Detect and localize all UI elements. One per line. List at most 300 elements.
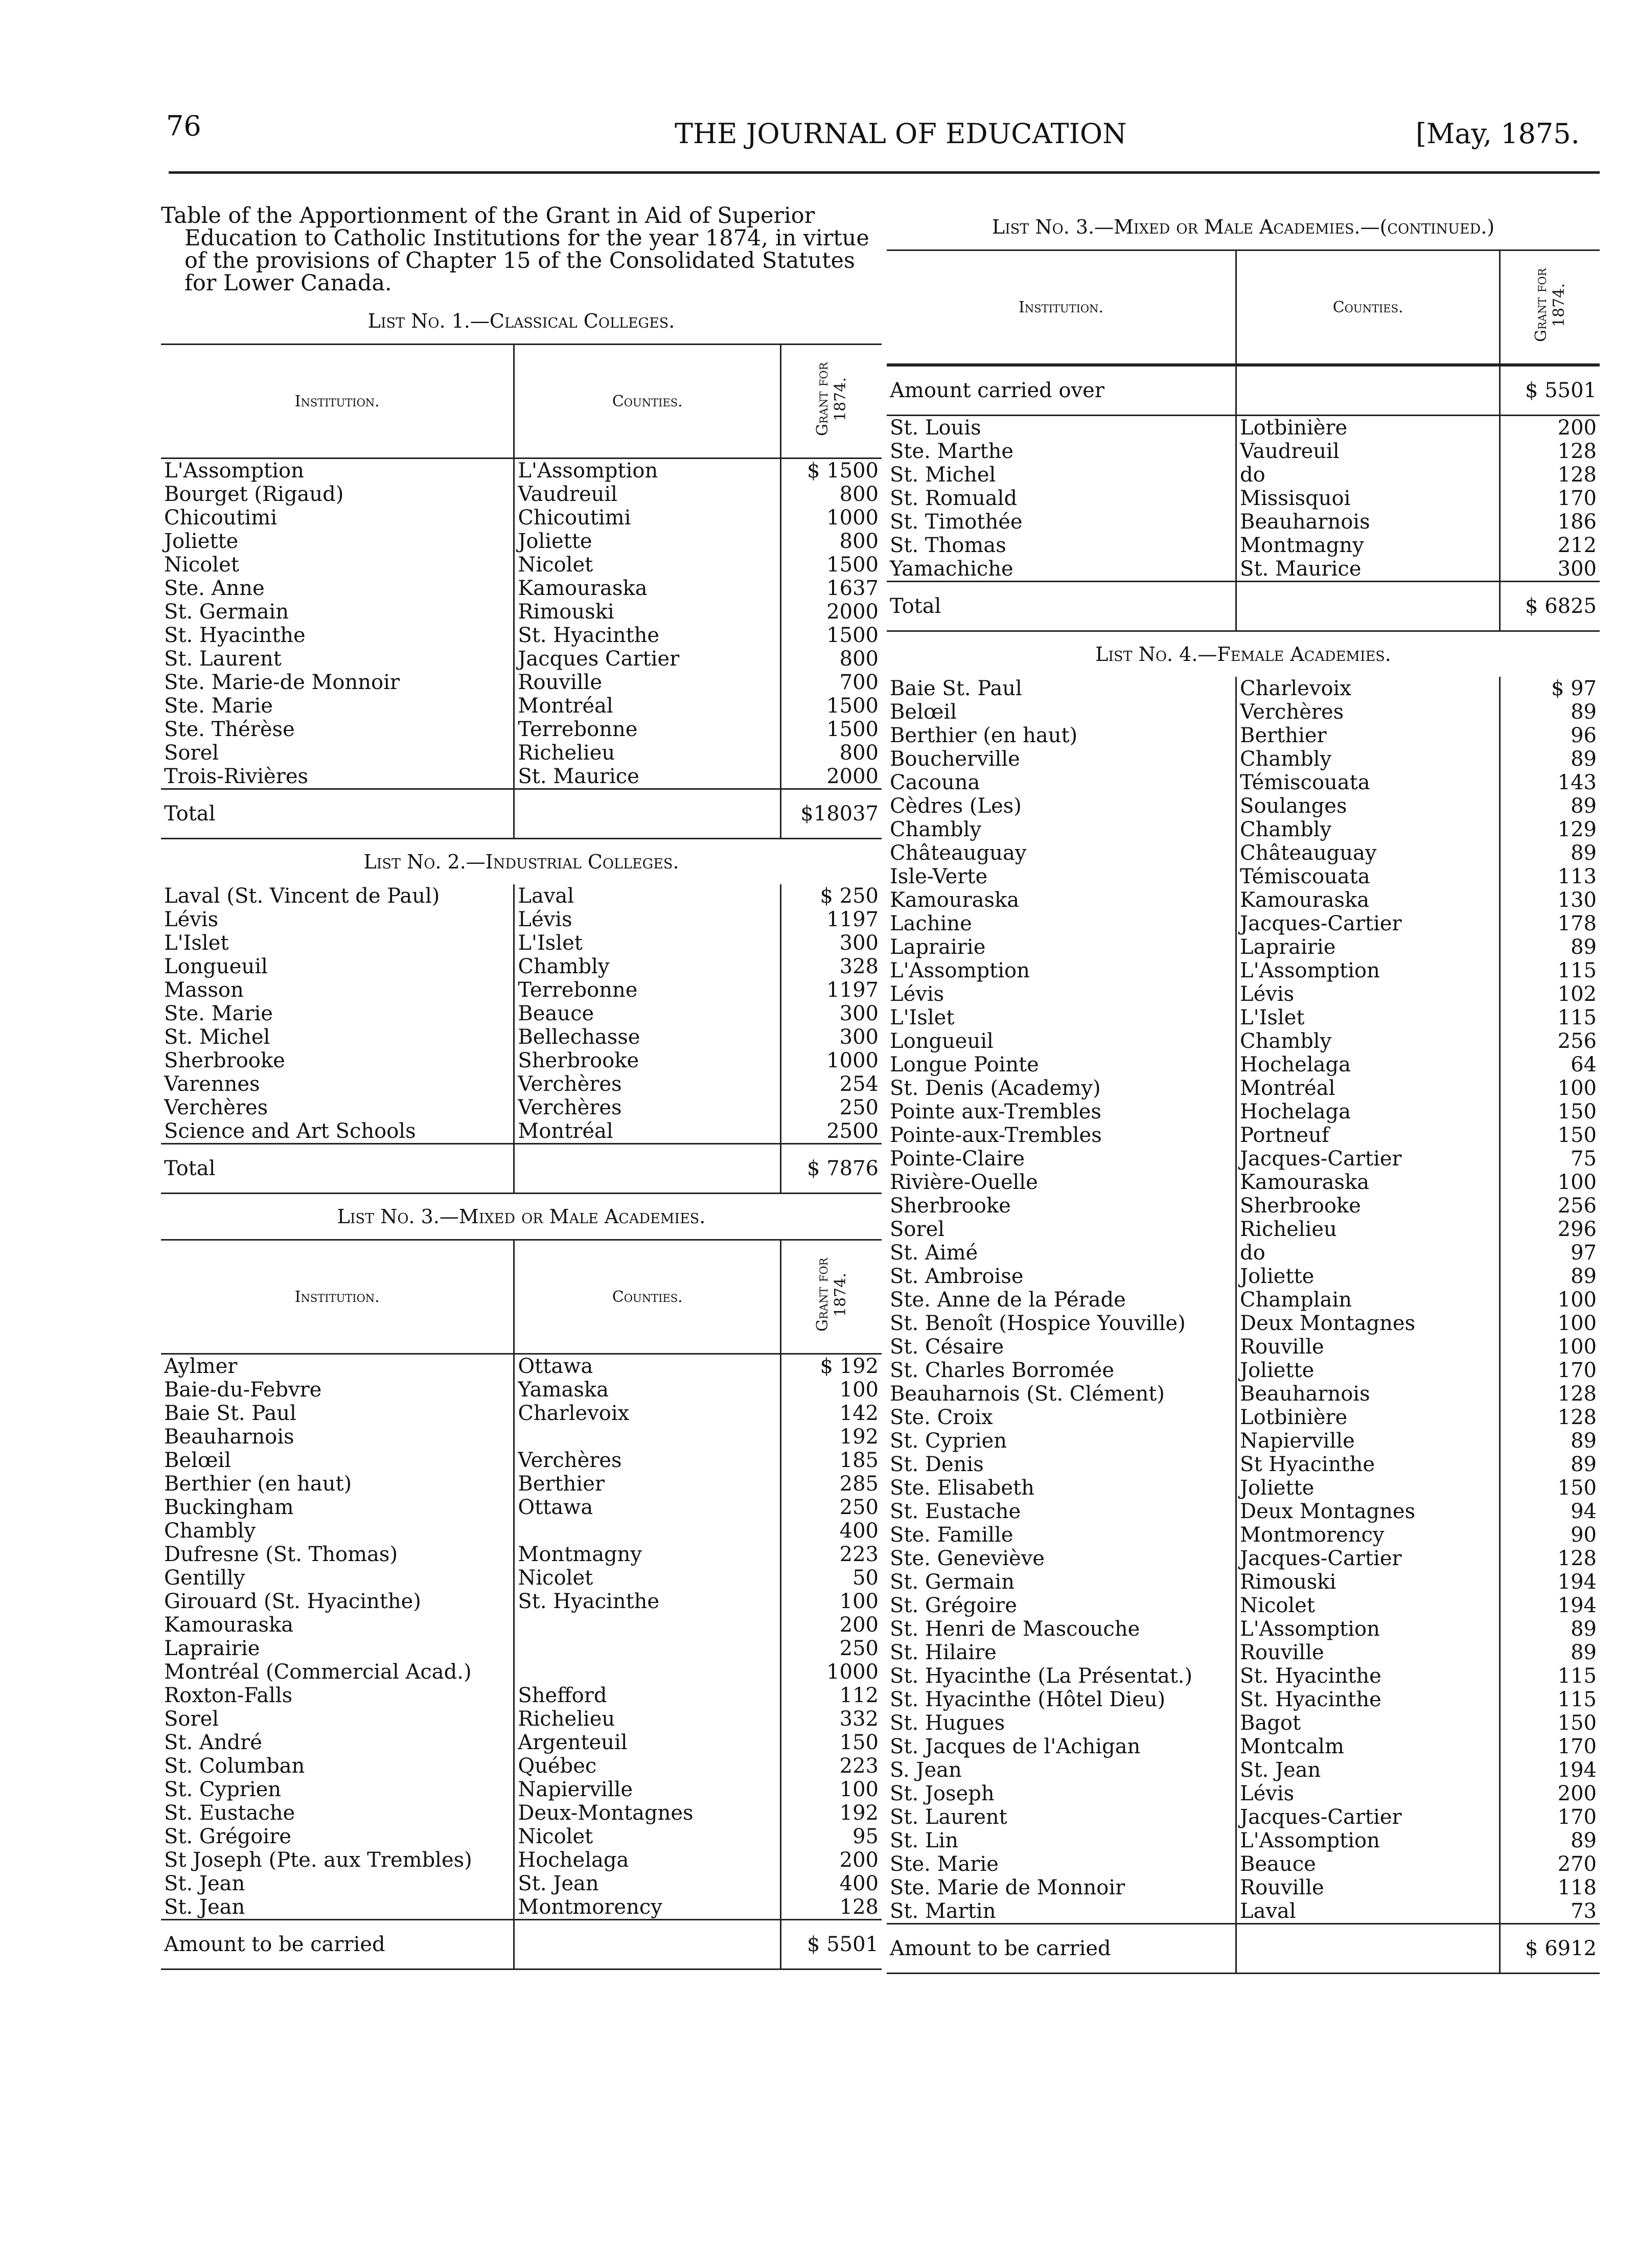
table-row (887, 841, 1600, 865)
cell: 1000 (781, 1049, 882, 1072)
cell: St. Cyprien (164, 1778, 282, 1801)
cell: 1000 (781, 1660, 882, 1684)
cell: 100 (1500, 1335, 1600, 1359)
table-row (161, 1543, 882, 1566)
cell: St. Germain (890, 1570, 1015, 1594)
cell: 1000 (781, 506, 882, 530)
cell: St. Hyacinthe (La Présentat.) (890, 1664, 1193, 1688)
cell: 1500 (781, 624, 882, 647)
table-row (887, 1829, 1600, 1852)
cell: L'Assomption (1236, 1829, 1500, 1852)
cell: 170 (1500, 487, 1600, 510)
cell: Ottawa (514, 1355, 781, 1378)
cell: St. Hilaire (890, 1641, 997, 1664)
cell: Chicoutimi (514, 506, 781, 530)
table-row (887, 1523, 1600, 1547)
cell: St Joseph (Pte. aux Trembles) (164, 1848, 472, 1872)
cell: Baie St. Paul (164, 1402, 296, 1425)
table-row (887, 1594, 1600, 1617)
cell: St. Laurent (164, 647, 282, 671)
table-row (161, 1707, 882, 1731)
cell (514, 1660, 781, 1684)
cell: Lévis (890, 982, 944, 1006)
cell: 1500 (781, 553, 882, 577)
table-row (887, 1453, 1600, 1476)
cell: Témiscouata (1236, 865, 1500, 888)
cell: Chambly (890, 818, 982, 841)
cell: St. Hyacinthe (1236, 1688, 1500, 1711)
cell: $ 5501 (1500, 366, 1600, 416)
cell: 300 (781, 931, 882, 955)
cell: Jacques-Cartier (1236, 912, 1500, 935)
cell: 100 (1500, 1171, 1600, 1194)
table-row (161, 718, 882, 741)
list2-body (161, 884, 882, 1194)
cell: Nicolet (1236, 1594, 1500, 1617)
cell: Masson (164, 978, 244, 1002)
cell: Ste. Thérèse (164, 718, 295, 741)
cell: St. Jacques de l'Achigan (890, 1735, 1141, 1758)
cell: Varennes (164, 1072, 260, 1096)
cell: 128 (1500, 1406, 1600, 1429)
cell: 95 (781, 1825, 882, 1848)
cell: $ 192 (781, 1355, 882, 1378)
cell: Châteauguay (890, 841, 1027, 865)
cell: Champlain (1236, 1288, 1500, 1312)
table-row (161, 741, 882, 765)
table-row (161, 1801, 882, 1825)
cell: 200 (1500, 416, 1600, 440)
cell: St. Michel (890, 463, 996, 487)
cell: St. Hyacinthe (1236, 1664, 1500, 1688)
cell: L'Islet (1236, 1006, 1500, 1029)
cell: 2000 (781, 765, 882, 789)
cell: Hochelaga (1236, 1053, 1500, 1076)
table-row (887, 982, 1600, 1006)
cell: Sherbrooke (1236, 1194, 1500, 1218)
cell: Joliette (164, 530, 239, 553)
list3-title: List No. 3.—Mixed or Male Academies. (337, 1205, 706, 1228)
cell: Ottawa (514, 1496, 781, 1519)
cell: St. Hyacinthe (Hôtel Dieu) (890, 1688, 1166, 1711)
cell: 75 (1500, 1147, 1600, 1171)
table-row (161, 955, 882, 978)
cell: 150 (1500, 1124, 1600, 1147)
cell: 89 (1500, 1641, 1600, 1664)
cell: Nicolet (514, 553, 781, 577)
cell: 128 (1500, 1382, 1600, 1406)
cell: $ 1500 (781, 459, 882, 483)
list1-table (161, 343, 882, 459)
table-row (887, 1218, 1600, 1241)
cell: 118 (1500, 1876, 1600, 1899)
table-row (161, 1895, 882, 1920)
table-row (161, 1025, 882, 1049)
cell: L'Assomption (890, 959, 1030, 982)
cell: St. Cyprien (890, 1429, 1007, 1453)
list4-body (887, 677, 1600, 1974)
cell: Jacques-Cartier (1236, 1805, 1500, 1829)
table-row (887, 1782, 1600, 1805)
issue-date: [May, 1875. (1416, 118, 1580, 150)
col-institution: Institution. (161, 345, 514, 459)
cell: 192 (781, 1425, 882, 1449)
cell: St. Jean (1236, 1758, 1500, 1782)
cell: 194 (1500, 1758, 1600, 1782)
cell: Berthier (en haut) (890, 724, 1078, 747)
list2-title: List No. 2.—Industrial Colleges. (363, 851, 679, 873)
cell: Trois-Rivières (164, 765, 309, 788)
col-grant (781, 1240, 882, 1354)
cell: St. Hyacinthe (514, 624, 781, 647)
table-row (161, 1519, 882, 1543)
list3c (887, 216, 1600, 632)
table-row (161, 1566, 882, 1590)
cell: Nicolet (514, 1825, 781, 1848)
cell: Kamouraska (164, 1613, 294, 1637)
cell: 150 (1500, 1711, 1600, 1735)
table-row (887, 1805, 1600, 1829)
cell: 89 (1500, 794, 1600, 818)
cell: 115 (1500, 1688, 1600, 1711)
cell: 143 (1500, 771, 1600, 794)
cell (514, 789, 781, 839)
cell: 800 (781, 741, 882, 765)
cell: L'Assomption (1236, 959, 1500, 982)
table-row (161, 1002, 882, 1025)
cell: Portneuf (1236, 1124, 1500, 1147)
table-row (161, 506, 882, 530)
table-row (161, 459, 882, 483)
table-row (887, 724, 1600, 747)
cell: Buckingham (164, 1496, 294, 1519)
cell: 296 (1500, 1218, 1600, 1241)
cell: Lachine (890, 912, 972, 935)
table-row (887, 1547, 1600, 1570)
table-row (887, 1171, 1600, 1194)
cell: 89 (1500, 1265, 1600, 1288)
cell: $ 7876 (781, 1144, 882, 1194)
cell: Cèdres (Les) (890, 794, 1022, 818)
cell: 112 (781, 1684, 882, 1707)
cell: St. Romuald (890, 487, 1018, 510)
cell: Beauce (1236, 1852, 1500, 1876)
cell: 150 (1500, 1100, 1600, 1124)
cell: Montmagny (1236, 534, 1500, 557)
cell: 128 (1500, 1547, 1600, 1570)
cell: Verchères (514, 1096, 781, 1119)
cell: Napierville (514, 1778, 781, 1801)
table-row (887, 1924, 1600, 1974)
table-row (161, 1613, 882, 1637)
cell: 142 (781, 1402, 882, 1425)
cell: Ste. Geneviève (890, 1547, 1045, 1570)
cell: Rouville (1236, 1876, 1500, 1899)
cell: Science and Art Schools (164, 1119, 416, 1143)
cell: Baie St. Paul (890, 677, 1022, 700)
cell: Girouard (St. Hyacinthe) (164, 1590, 421, 1613)
cell: Ste. Marie (164, 694, 273, 718)
table-row (887, 1735, 1600, 1758)
cell: 300 (1500, 557, 1600, 582)
cell: Roxton-Falls (164, 1684, 293, 1707)
cell: Joliette (1236, 1265, 1500, 1288)
cell: Sherbrooke (164, 1049, 285, 1072)
table-row (161, 1920, 882, 1969)
table-row (887, 1758, 1600, 1782)
table-row (161, 1660, 882, 1684)
cell: 89 (1500, 1453, 1600, 1476)
cell: St. Jean (514, 1872, 781, 1895)
table-row (887, 1852, 1600, 1876)
cell: 200 (1500, 1782, 1600, 1805)
cell: Sorel (164, 1707, 219, 1731)
cell: Laval (1236, 1899, 1500, 1924)
cell: Laprairie (1236, 935, 1500, 959)
cell: Berthier (en haut) (164, 1472, 352, 1496)
cell: 129 (1500, 818, 1600, 841)
cell: 192 (781, 1801, 882, 1825)
cell: Pointe-Claire (890, 1147, 1025, 1171)
list3-table (161, 1239, 882, 1355)
cell: Sherbrooke (514, 1049, 781, 1072)
cell: St. Columban (164, 1754, 305, 1778)
table-row (887, 888, 1600, 912)
cell: 2000 (781, 600, 882, 624)
cell: Total (161, 789, 514, 839)
cell: Cacouna (890, 771, 980, 794)
table-row (161, 1637, 882, 1660)
table-row (161, 908, 882, 931)
cell: Lotbinière (1236, 1406, 1500, 1429)
col-counties: Counties. (514, 345, 781, 459)
table-row (887, 557, 1600, 582)
list3c-body (887, 365, 1600, 632)
table-row (887, 747, 1600, 771)
cell: $ 6912 (1500, 1924, 1600, 1974)
cell: 100 (1500, 1288, 1600, 1312)
cell: 256 (1500, 1194, 1600, 1218)
table-row (887, 1570, 1600, 1594)
cell: Rimouski (1236, 1570, 1500, 1594)
cell: 700 (781, 671, 882, 694)
cell: 250 (781, 1096, 882, 1119)
cell: 94 (1500, 1500, 1600, 1523)
list3-body (161, 1355, 882, 1970)
table-row (161, 1684, 882, 1707)
cell: St. Jean (164, 1872, 245, 1895)
intro-text: Table of the Apportionment of the Grant in Aid of Superior Education to Catholic Institutions for the year 1874, in virtue of the provisions of Chapter 15 of the Consolidated Statutes for Lower Canada. (161, 203, 869, 296)
table-row (887, 1241, 1600, 1265)
cell: 170 (1500, 1805, 1600, 1829)
list3c-title: List No. 3.—Mixed or Male Academies.—(continued.) (992, 216, 1495, 238)
cell: Deux Montagnes (1236, 1500, 1500, 1523)
list3c-table (887, 249, 1600, 365)
cell: Joliette (1236, 1359, 1500, 1382)
table-row (887, 1194, 1600, 1218)
table-row (161, 1096, 882, 1119)
cell: Lévis (1236, 1782, 1500, 1805)
col-institution: Institution. (161, 1240, 514, 1354)
table-row (887, 959, 1600, 982)
cell: Montréal (514, 1119, 781, 1144)
cell: Hochelaga (514, 1848, 781, 1872)
cell: Beauharnois (164, 1425, 294, 1449)
cell: S. Jean (890, 1758, 962, 1782)
cell: Pointe-aux-Trembles (890, 1124, 1102, 1147)
list1-title: List No. 1.—Classical Colleges. (367, 310, 675, 332)
cell: 128 (1500, 440, 1600, 463)
cell: 89 (1500, 700, 1600, 724)
cell: Yamachiche (890, 557, 1013, 581)
cell: Beauharnois (1236, 1382, 1500, 1406)
cell: 194 (1500, 1570, 1600, 1594)
table-row (161, 978, 882, 1002)
table-row (161, 553, 882, 577)
cell: Sherbrooke (890, 1194, 1011, 1218)
cell: Argenteuil (514, 1731, 781, 1754)
cell: Ste. Anne (164, 577, 265, 600)
cell: Sorel (890, 1218, 945, 1241)
cell: 328 (781, 955, 882, 978)
table-row (161, 1731, 882, 1754)
cell: Aylmer (164, 1355, 238, 1378)
cell: 170 (1500, 1359, 1600, 1382)
cell: 186 (1500, 510, 1600, 534)
cell (1236, 366, 1500, 416)
table-row (887, 1359, 1600, 1382)
cell: Baie-du-Febvre (164, 1378, 322, 1402)
cell: Deux-Montagnes (514, 1801, 781, 1825)
list1-body (161, 459, 882, 839)
cell (514, 1425, 781, 1449)
table-row (887, 1006, 1600, 1029)
cell: Rouville (514, 671, 781, 694)
cell: St. Thomas (890, 534, 1006, 557)
table-row (887, 1382, 1600, 1406)
cell: Kamouraska (514, 577, 781, 600)
cell: 89 (1500, 1617, 1600, 1641)
cell: 128 (781, 1895, 882, 1920)
cell: L'Islet (890, 1006, 955, 1029)
table-row (161, 1144, 882, 1194)
cell: do (1236, 1241, 1500, 1265)
cell: St. Eustache (890, 1500, 1021, 1523)
cell: 113 (1500, 865, 1600, 888)
cell: Rouville (1236, 1641, 1500, 1664)
table-row (887, 463, 1600, 487)
cell: Charlevoix (514, 1402, 781, 1425)
cell: Yamaska (514, 1378, 781, 1402)
cell: do (1236, 463, 1500, 487)
table-row (161, 765, 882, 789)
table-row (887, 935, 1600, 959)
cell: 115 (1500, 959, 1600, 982)
cell: St. Laurent (890, 1805, 1007, 1829)
cell: St. Timothée (890, 510, 1023, 534)
cell: Montmorency (514, 1895, 781, 1920)
table-row (161, 1402, 882, 1425)
cell: Témiscouata (1236, 771, 1500, 794)
cell: Vaudreuil (1236, 440, 1500, 463)
cell: Total (161, 1144, 514, 1194)
cell: Ste. Marie (164, 1002, 273, 1025)
table-row (887, 1617, 1600, 1641)
cell: Verchères (1236, 700, 1500, 724)
table-row (887, 582, 1600, 631)
journal-title: THE JOURNAL OF EDUCATION (675, 118, 1127, 150)
cell: Laprairie (890, 935, 986, 959)
cell: Jacques Cartier (514, 647, 781, 671)
cell: 1197 (781, 978, 882, 1002)
cell: 200 (781, 1848, 882, 1872)
cell: $18037 (781, 789, 882, 839)
table-row (161, 1754, 882, 1778)
table-row (161, 1355, 882, 1378)
cell: St Hyacinthe (1236, 1453, 1500, 1476)
cell: Ste. Marie de Monnoir (890, 1876, 1125, 1899)
table-row (161, 1778, 882, 1801)
cell: Deux Montagnes (1236, 1312, 1500, 1335)
cell: 73 (1500, 1899, 1600, 1924)
cell: St. Lin (890, 1829, 959, 1852)
cell: Beauharnois (St. Clément) (890, 1382, 1165, 1406)
table-row (887, 865, 1600, 888)
cell: Chambly (514, 955, 781, 978)
cell: 96 (1500, 724, 1600, 747)
table-row (161, 931, 882, 955)
table-row (161, 694, 882, 718)
cell: Bellechasse (514, 1025, 781, 1049)
table-row (887, 700, 1600, 724)
cell: St. Eustache (164, 1801, 295, 1825)
cell: 223 (781, 1543, 882, 1566)
cell: Longueuil (164, 955, 268, 978)
cell: 102 (1500, 982, 1600, 1006)
table-row (161, 1872, 882, 1895)
cell: Amount to be carried (887, 1924, 1236, 1974)
table-row (161, 1848, 882, 1872)
cell (514, 1613, 781, 1637)
cell: Montréal (514, 694, 781, 718)
cell (514, 1144, 781, 1194)
cell: Hochelaga (1236, 1100, 1500, 1124)
header-rule (169, 171, 1600, 174)
table-row (887, 1711, 1600, 1735)
cell: St. Martin (890, 1899, 996, 1923)
cell: Rimouski (514, 600, 781, 624)
table-row (887, 1641, 1600, 1664)
table-row (161, 884, 882, 908)
cell: Belœil (890, 700, 957, 724)
table-row (887, 534, 1600, 557)
cell: Ste. Croix (890, 1406, 993, 1429)
cell: 130 (1500, 888, 1600, 912)
cell: 97 (1500, 1241, 1600, 1265)
cell: 90 (1500, 1523, 1600, 1547)
cell: Total (887, 582, 1236, 631)
cell: St. Hyacinthe (514, 1590, 781, 1613)
cell: 400 (781, 1872, 882, 1895)
cell: 128 (1500, 463, 1600, 487)
table-row (161, 1449, 882, 1472)
table-row (887, 1029, 1600, 1053)
cell: St. Hugues (890, 1711, 1005, 1735)
cell: St. Ambroise (890, 1265, 1024, 1288)
col-grant-label: Grant for 1874. (814, 1257, 850, 1332)
cell: Bourget (Rigaud) (164, 483, 344, 506)
cell: Beauce (514, 1002, 781, 1025)
